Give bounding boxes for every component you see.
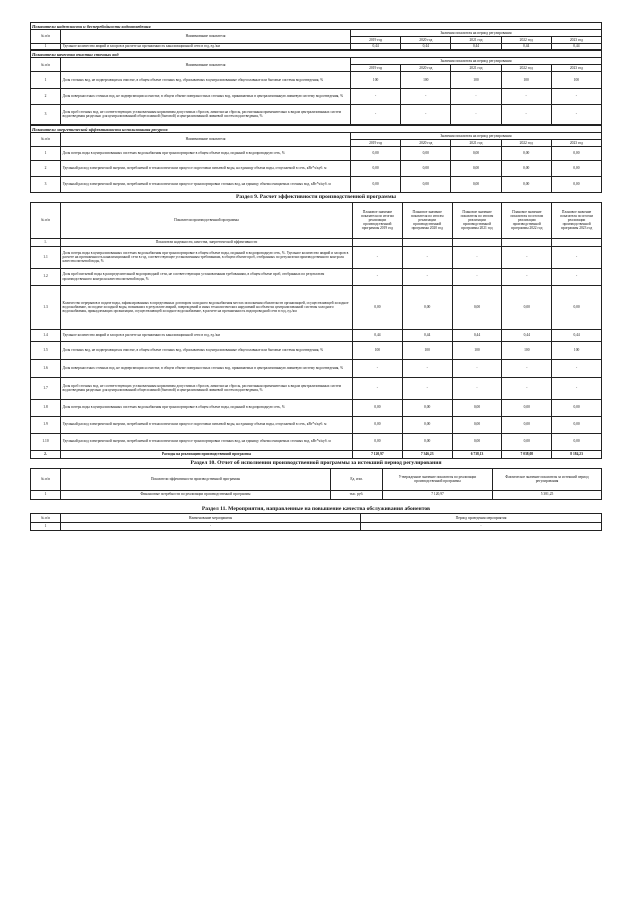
table-row: 1.7 Доля проб сточных вод, не соответствующих установленным нормативам допустимых сбросов, лимитам на сбросы, рассчитанная применительно к видам централизованных систем водоотведения раздельно для централизованной общесплавной (бытовой) и централизованной ливневой систем водоотведения, % - - - - - — [31, 377, 602, 399]
col-year: 2020 год — [401, 36, 451, 43]
section-9-title: Раздел 9. Расчет эффективности производственной программы — [235, 194, 397, 201]
table-row: 1 Доля потерь воды в централизованных системах водоснабжения при транспортировке в общем объеме воды, поданной в водопроводную сеть, % 0,00 0,00 0,00 0,00 0,00 — [31, 146, 602, 160]
col-year: 2021 год — [451, 139, 501, 146]
treatment-quality-title: Показатели качества очистки сточных вод — [31, 51, 602, 58]
col-period: Значения показателя на период регулирования — [351, 30, 602, 37]
col-year: 2021 год — [451, 65, 501, 72]
table-row: 1.3 Количество перерывов в подаче воды, зафиксированных в определенных договором холодного водоснабжения местах исполнения обязательств организацией, осуществляющей холодное водоснабжение, по подаче холодной воды, возникших в результате аварий, повреждений и иных технологических нарушений на объектах централизованной системы холодного водоснабжения, принадлежащих организации, осуществляющей холодное водоснабжение, в расчете на протяженность водопроводной сети в год, ед./км 0,00 0,00 0,00 0,00 0,00 — [31, 285, 602, 329]
col-plan-2022: Плановое значение показателя по итогам реализации производственной программы 2022 год — [502, 202, 552, 238]
col-name: Наименование показателя — [61, 58, 351, 72]
section-10-title: Раздел 10. Отчет об исполнении производственной программы за истекший период регулирования — [190, 460, 442, 467]
col-year: 2022 год — [501, 139, 551, 146]
col-year: 2019 год — [351, 36, 401, 43]
table-row: 1. Показатели надежности, качества, энергетической эффективности — [31, 238, 602, 246]
table-row: 1.1 Доля потерь воды в централизованных системах водоснабжения при транспортировке в общем объеме воды, поданной в водопроводную сеть, %. Удельное количество аварий и засоров в расчете на протяженность канализационной сети в год, соответствующее установленным требованиям, в общем объеме проб, отобранных по результатам производственного контроля качества питьевой воды, % - - - - - — [31, 246, 602, 268]
col-year: 2022 год — [501, 36, 551, 43]
treatment-quality-table — [30, 50, 602, 125]
section-11-title: Раздел 11. Мероприятия, направленные на повышение качества обслуживания абонентов — [201, 505, 431, 512]
col-year: 2019 год — [351, 65, 401, 72]
col-year: 2023 год — [551, 139, 601, 146]
col-name: Наименование показателя — [61, 30, 351, 44]
col-year: 2023 год — [551, 65, 601, 72]
col-plan-2019: Плановое значение показателя по итогам реализации производственной программы 2019 год — [353, 202, 403, 238]
table-row: 1 Финансовые потребности по реализации производственной программы тыс. руб. 7 120,97 5 381,25 — [31, 490, 602, 499]
table-row: 3 Доля проб сточных вод, не соответствующих установленным нормативам допустимых сбросов, лимитам на сбросы, рассчитанная применительно к видам централизованных систем водоотведения раздельно для централизованной общесплавной (бытовой) и централизованной ливневой систем водоотведения, % - - - - - — [31, 104, 602, 124]
col-year: 2023 год — [551, 36, 601, 43]
reliability-title: Показатели надежности и бесперебойности водоотведения — [31, 23, 602, 30]
service-measures-table — [30, 513, 602, 531]
table-row: 1.8 Доля потерь воды в централизованных системах водоснабжения при транспортировке в общем объеме воды, поданной в водопроводную сеть, % 0,00 0,00 0,00 0,00 0,00 — [31, 399, 602, 416]
efficiency-calc-table — [30, 202, 602, 459]
col-year: 2021 год — [451, 36, 501, 43]
table-row: 1 Удельное количество аварий и засоров в расчете на протяженность канализационной сети в год, ед./км 0,44 0,44 0,44 0,44 0,44 — [31, 43, 602, 50]
table-row: 1.6 Доля поверхностных сточных вод, не подвергающихся очистке, в общем объеме поверхностных сточных вод, принимаемых в централизованную ливневую систему водоотведения, % - - - - - — [31, 359, 602, 377]
col-name: Показатели производственной программы — [61, 202, 353, 238]
energy-efficiency-title: Показатели энергетической эффективности использования ресурсов — [31, 125, 602, 132]
col-num: № п/п — [31, 58, 61, 72]
col-name: Наименование мероприятия — [61, 514, 361, 523]
table-row: 1.5 Доля сточных вод, не подвергающихся очистке, в общем объеме сточных вод, сбрасываемых в централизованные общесплавные или бытовые системы водоотведения, % 100 100 100 100 100 — [31, 341, 602, 359]
col-plan: Утвержденное значение показателя по реализации производственной программы — [383, 468, 493, 490]
table-row: 1.9 Удельный расход электрической энергии, потребляемой в технологическом процессе подготовки питьевой воды, на единицу объема воды, отпускаемой в сеть, кВт*ч/куб. м 0,00 0,00 0,00 0,00 0,00 — [31, 416, 602, 433]
col-num: № п/п — [31, 202, 61, 238]
table-row: 1 - - — [31, 523, 602, 531]
table-row: 1.10 Удельный расход электрической энергии, потребляемой в технологическом процессе транспортировки сточных вод, на единицу объема очищаемых сточных вод, кВт*ч/куб. м 0,00 0,00 0,00 0,00 0,00 — [31, 433, 602, 450]
col-num: № п/п — [31, 30, 61, 44]
table-row: 1 Доля сточных вод, не подвергающихся очистке, в общем объеме сточных вод, сбрасываемых в централизованные общесплавные или бытовые системы водоотведения, % 100 100 100 100 100 — [31, 71, 602, 88]
energy-efficiency-table — [30, 125, 602, 193]
reliability-table — [30, 22, 602, 50]
col-unit: Ед. изм. — [331, 468, 383, 490]
col-plan-2023: Плановое значение показателя по итогам реализации производственной программы 2023 год — [552, 202, 602, 238]
col-year: 2022 год — [501, 65, 551, 72]
table-row: 1.4 Удельное количество аварий и засоров в расчете на протяженность канализационной сети в год, ед./км 0,44 0,44 0,44 0,44 0,44 — [31, 329, 602, 341]
col-period: Значения показателя на период регулирования — [351, 58, 602, 65]
table-row: 2 Доля поверхностных сточных вод, не подвергающихся очистке, в общем объеме поверхностных сточных вод, принимаемых в централизованную ливневую систему водоотведения, % - - - - - — [31, 88, 602, 104]
col-plan-2021: Плановое значение показателя по итогам реализации производственной программы 2021 год — [452, 202, 502, 238]
col-num: № п/п — [31, 468, 61, 490]
execution-report-table — [30, 468, 602, 500]
table-row: 3 Удельный расход электрической энергии, потребляемой в технологическом процессе транспортировки сточных вод, на единицу объема очищаемых сточных вод, кВт*ч/куб. м 0,00 0,00 0,00 0,00 0,00 — [31, 176, 602, 192]
col-period: Значения показателя на период регулирования — [351, 132, 602, 139]
col-num: № п/п — [31, 132, 61, 146]
col-year: 2020 год — [401, 139, 451, 146]
col-year: 2019 год — [351, 139, 401, 146]
col-period: Период проведения мероприятия — [361, 514, 602, 523]
col-name: Показатели эффективности производственной программы — [61, 468, 331, 490]
table-row: 2. Расходы на реализацию производственной программы 7 120,97 7 346,23 6 738,13 7 038,08 8 184,23 — [31, 450, 602, 458]
col-fact: Фактическое значение показателя за истекший период регулирования — [493, 468, 602, 490]
col-plan-2020: Плановое значение показателя по итогам реализации производственной программы 2020 год — [402, 202, 452, 238]
table-row: 1.2 Доля проб питьевой воды в распределительной водопроводной сети, не соответствующих установленным требованиям, в общем объеме проб, отобранных по результатам производственного контроля качества питьевой воды, % - - - - - — [31, 268, 602, 285]
col-name: Наименование показателя — [61, 132, 351, 146]
col-year: 2020 год — [401, 65, 451, 72]
document-page — [30, 22, 602, 531]
table-row: 2 Удельный расход электрической энергии, потребляемой в технологическом процессе подготовки питьевой воды, на единицу объема воды, отпускаемой в сеть, кВт*ч/куб. м 0,00 0,00 0,00 0,00 0,00 — [31, 160, 602, 176]
col-num: № п/п — [31, 514, 61, 523]
